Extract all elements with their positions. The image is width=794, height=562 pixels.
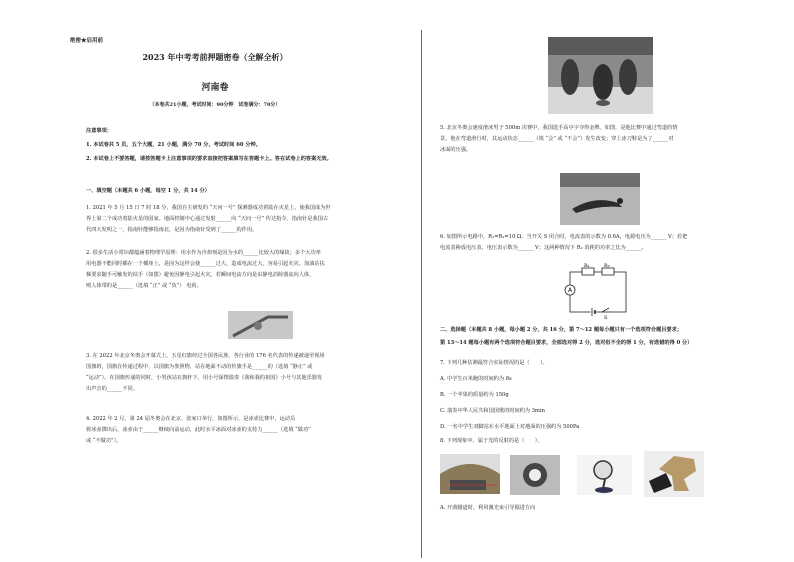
notes-item-1: 1. 本试卷共 5 页，五个大题，21 小题，满分 70 分，考试时间 60 分钟。 [86,142,261,148]
q5-line: 5. 北京冬奥会速度滑冰男子 500m 决赛中，我国选手高亭宇夺得金牌。如图，是他比赛中通过弯道的情 [440,125,678,131]
section1-heading: 一、填空题（本题共 6 小题，每空 1 分，共 14 分） [86,188,210,194]
escalator-photo [228,311,293,339]
q4-line: 将冰壶掷出后，冰壶由于______继续向前运动，此时水平冰面对冰壶的支持力______（选填 “做功” [86,427,311,433]
q3-line: 出声音的______不同。 [86,386,138,392]
speed-skating-photo [560,173,640,225]
q7-option-b: B. 一个苹果的质量约为 150g [440,392,509,398]
q8-option-a: A. 开凿隧道时，利用激光束引导掘进方向 [440,505,536,511]
switch-symbol [602,308,609,312]
page-subtitle: 河南卷 [201,83,229,93]
q6-line: 电流表换成电压表，电压表示数为______ V；这两种情况下 R₂ 消耗的功率之比为______。 [440,245,647,251]
section2-line: 第 13～14 题每小题有两个选项符合题目要求，全部选对得 2 分，选对但不全的得 1 分，有选错的得 0 分） [440,340,693,346]
circuit-diagram [562,262,634,320]
shadow-puppet-image [644,451,704,497]
q5-line: 冰面的压强。 [440,147,472,153]
notes-heading: 注意事项： [86,128,112,134]
q1-line: 1. 2021 年 5 月 15 日 7 时 18 分，我国自主研发的 “天问一号” 探测器成功着陆在火星上，使我国成为世 [86,205,331,211]
column-divider [421,30,422,558]
q7-option-c: C. 演奏中华人民共和国国歌的时间约为 3min [440,408,545,414]
q8-stem: 8. 下列现象中，属于光的反射的是（ ）。 [440,438,543,444]
q3-line: 国旗班，国旗在传递过程中，以国旗为参照物，站在地面不动的传旗手是______的（选填 “静止” 或 [86,364,313,370]
q2-line: 梯要求随手可触发的扶手（如图）避免因静电引起火灾，若瞬间电流方向是由静电消除器流向人体， [86,272,315,278]
q2-line: 则人体带的是______（选填 “正” 或 “负”） 电荷。 [86,283,202,289]
r2-label: R₂ [604,263,610,269]
question-7 [440,360,780,431]
q6-line: 6. 如图所示电路中，R₁=R₂=10 Ω。当开关 S 闭合时，电流表的示数为 0.6A，电源电压为______ V；若把 [440,234,688,240]
tunnel-laser-image [440,454,500,494]
notes-item-2: 2. 本试卷上不要答题，请按答题卡上注意事项的要求直接把答案填写在答题卡上。答在试卷上的答案无效。 [86,156,332,162]
ammeter-label: A [567,287,573,294]
curling-photo [548,37,653,114]
question-2 [86,250,416,290]
magnifier-image [577,455,632,495]
page-title: 2023 年中考考前押题密卷（全解全析） [142,52,288,62]
q7-option-d: D. 一名中学生双脚站在水平地面上对地面的压强约为 500Pa [440,424,580,430]
question-6 [440,234,780,252]
skater-illustration [560,173,640,225]
q3-line: “运动”）。在国旗传递的同时，小男孩站在旗杆下，用小号深情演奏《我和我的祖国》小号与其他乐器发 [86,375,323,381]
r1-label: R₁ [584,263,590,269]
exam-info: （本卷共21小题，考试时间：90分钟 试卷满分：70分） [149,102,281,108]
q3-line: 3. 在 2022 年北京冬奥会开幕式上，五星红旗经过全国各民族、各行业的 176 名代表的传递被递至现场 [86,353,325,359]
question-5 [440,125,780,154]
switch-label: S [604,315,608,320]
secret-label: 绝密★启用前 [70,38,104,44]
q4-line: 或 “不做功”）。 [86,438,122,444]
question-1 [86,205,416,234]
q2-line: 2. 很多生活小常识都蕴涵着物理学原理：用水作为冷却剂是因为水的______比较大的缘故；多个大功率 [86,250,321,256]
q1-line: 代四大发明之一，指南针能够指南北，是因为指南针受到了______的作用。 [86,227,258,233]
resistor-r1 [582,268,594,275]
escalator-illustration [228,311,293,339]
q1-line: 界上第二个成功着陆火星的国家。地面控制中心通过发射______向 “天问一号” 传达指令。指南针是我国古 [86,216,329,222]
q4-line: 4. 2022 年 2 月，第 24 届冬奥会在北京、张家口举行。如图所示，是冰壶比赛中，运动员 [86,416,296,422]
resistor-r2 [602,268,614,275]
section2-heading [440,327,785,347]
question-4 [86,416,416,445]
q5-line: 景。他在弯道滑行时，其运动状态______（填 “会” 或 “不会”）发生改变；穿上冰刀鞋是为了______对 [440,136,674,142]
section2-line: 二、选择题（本题共 8 小题，每小题 2 分，共 16 分，第 7～12 题每小题只有一个选项符合题目要求； [440,327,683,333]
curling-illustration [548,37,653,114]
q7-stem: 7. 下列几种估测最符合实际情况的是（ ）。 [440,360,548,366]
shadow-image [510,455,560,495]
question-3 [86,353,416,393]
q2-line: 用电器不能同时插在一个插座上，是因为这样会使______过大，造成电流过大，容易引起火灾。加油站扶 [86,261,325,267]
q7-option-a: A. 中学生百米跑的时间约为 8s [440,376,512,382]
